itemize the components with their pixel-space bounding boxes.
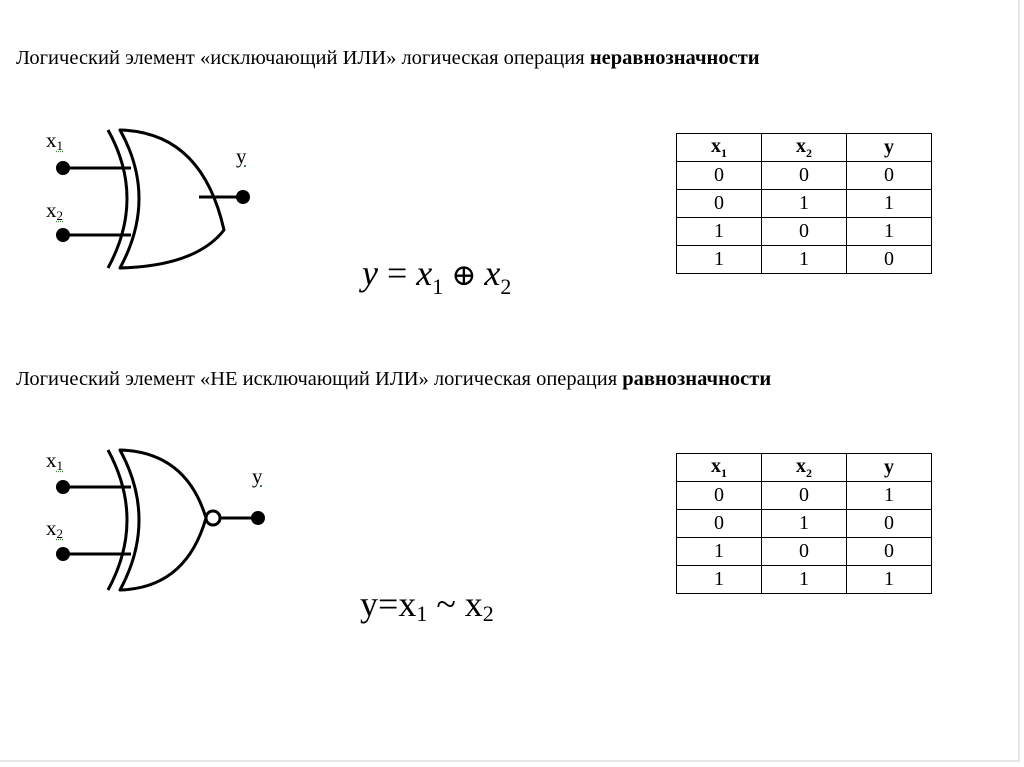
or-body — [120, 450, 206, 590]
table-cell: 1 — [677, 218, 762, 246]
table-row — [677, 218, 932, 246]
label-x1: $x_1$ — [46, 128, 63, 153]
xnor-gate-diagram — [36, 440, 286, 600]
table-cell: 1 — [847, 190, 932, 218]
xnor-truth-table — [676, 453, 932, 594]
table-cell: 0 — [677, 190, 762, 218]
table-cell: 1 — [762, 566, 847, 594]
table-cell: 0 — [847, 538, 932, 566]
header-x2: $x_2$ — [762, 454, 847, 482]
xor-gate-diagram — [36, 118, 286, 278]
table-cell: 0 — [847, 246, 932, 274]
heading-xnor-bold: равнозначности — [622, 368, 772, 390]
label-x2: $x_2$ — [46, 516, 63, 541]
table-header-row — [677, 134, 932, 162]
header-x1: $x_1$ — [677, 454, 762, 482]
header-y: y — [847, 454, 932, 482]
table-cell: 0 — [762, 218, 847, 246]
heading-xor-text: Логический элемент «исключающий ИЛИ» логическая операция — [16, 47, 590, 69]
header-x2: $x_2$ — [762, 134, 847, 162]
inversion-bubble — [206, 511, 220, 525]
output-terminal — [251, 511, 265, 525]
table-cell: 1 — [847, 566, 932, 594]
input-terminal-1 — [56, 480, 70, 494]
table-row — [677, 190, 932, 218]
xnor-gate-symbol — [36, 440, 286, 600]
table-row — [677, 510, 932, 538]
heading-xnor-text: Логический элемент «НЕ исключающий ИЛИ» логическая операция — [16, 368, 623, 390]
xor-curve — [108, 130, 127, 268]
table-cell: 0 — [847, 510, 932, 538]
table-cell: 0 — [677, 162, 762, 190]
table-cell: 0 — [762, 162, 847, 190]
table-cell: 1 — [847, 218, 932, 246]
xor-gate-symbol — [36, 118, 286, 278]
table-cell: 1 — [677, 246, 762, 274]
table-cell: 1 — [847, 482, 932, 510]
input-terminal-2 — [56, 228, 70, 242]
table-cell: 1 — [677, 538, 762, 566]
label-y: y — [252, 464, 263, 488]
table-row — [677, 538, 932, 566]
table-cell: 1 — [762, 510, 847, 538]
header-y: y — [847, 134, 932, 162]
input-terminal-2 — [56, 547, 70, 561]
heading-xnor — [16, 368, 771, 391]
table-row — [677, 566, 932, 594]
label-y: y — [236, 144, 247, 168]
input-terminal-1 — [56, 161, 70, 175]
xor-formula: $y = x_1$ ⊕ $x_2$ — [362, 253, 512, 299]
xnor-formula: $y=x_1$ ~ $x_2$ — [360, 584, 494, 626]
table-cell: 1 — [762, 190, 847, 218]
table-cell: 1 — [677, 566, 762, 594]
header-x1: $x_1$ — [677, 134, 762, 162]
table-row — [677, 482, 932, 510]
or-body — [120, 130, 224, 268]
output-terminal — [236, 190, 250, 204]
table-row — [677, 246, 932, 274]
table-cell: 0 — [847, 162, 932, 190]
label-x1: $x_1$ — [46, 448, 63, 473]
xor-curve — [108, 450, 127, 590]
table-cell: 0 — [677, 510, 762, 538]
xor-truth-table — [676, 133, 932, 274]
heading-xor — [16, 47, 760, 70]
heading-xor-bold: неравнозначности — [589, 47, 760, 69]
table-cell: 0 — [762, 538, 847, 566]
table-cell: 0 — [762, 482, 847, 510]
label-x2: $x_2$ — [46, 198, 63, 223]
table-header-row — [677, 454, 932, 482]
table-cell: 1 — [762, 246, 847, 274]
table-cell: 0 — [677, 482, 762, 510]
table-row — [677, 162, 932, 190]
